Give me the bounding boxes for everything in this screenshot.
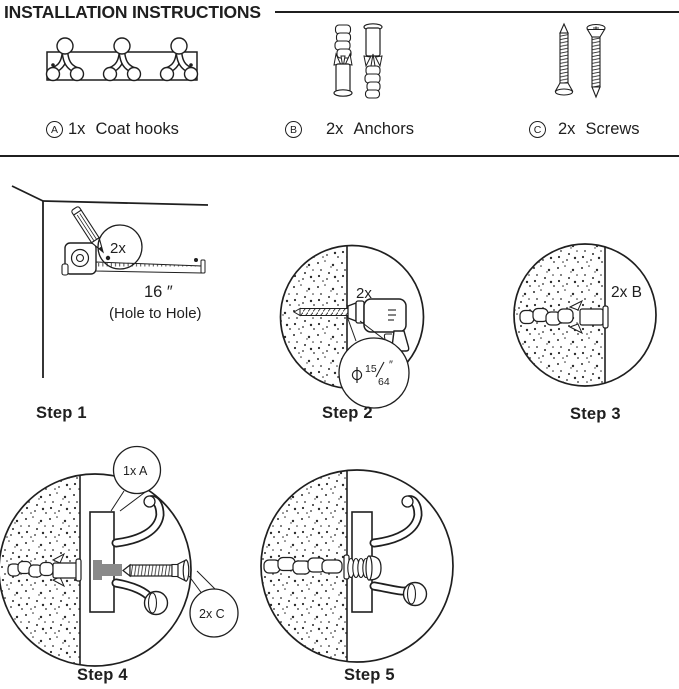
- step5-scene: [252, 443, 467, 675]
- part-qty: 2x: [326, 120, 344, 138]
- part-letter-badge: B: [285, 121, 302, 138]
- distance-text: 16 ″: [144, 283, 173, 301]
- section-divider: [0, 155, 679, 157]
- wall-corner: [12, 186, 208, 378]
- part-label-screws: [529, 120, 640, 139]
- part-name: Coat hooks: [95, 120, 179, 138]
- distance-note-text: (Hole to Hole): [109, 305, 202, 322]
- step1-scene: [0, 178, 240, 390]
- part-qty: 2x: [558, 120, 576, 138]
- hook-callout-text: 1x A: [123, 464, 148, 478]
- screws-illustration: [552, 20, 614, 102]
- step4-scene: [0, 443, 250, 675]
- wall-texture: [280, 245, 347, 389]
- step5-label: Step 5: [344, 666, 395, 684]
- step1-label: Step 1: [36, 404, 87, 422]
- step3-scene: [508, 240, 668, 395]
- step4-label: Step 4: [77, 666, 128, 684]
- holes-count-text: 2x: [356, 285, 372, 302]
- anchors-note-text: 2x B: [611, 284, 643, 301]
- anchors-illustration: [325, 20, 395, 100]
- screw-hole-right: [189, 63, 193, 67]
- part-name: Screws: [585, 120, 640, 138]
- screws-callout-text: 2x C: [199, 607, 225, 621]
- screw-hole-left: [51, 63, 55, 67]
- screw-icon: [556, 24, 573, 95]
- step2-scene: [268, 235, 448, 415]
- bit-size-numerator: 15: [365, 363, 377, 375]
- coat-hooks-illustration: [40, 36, 205, 90]
- marks-count-text: 2x: [110, 240, 126, 257]
- step3-label: Step 3: [570, 405, 621, 423]
- bit-size-unit: ″: [389, 359, 393, 371]
- part-label-hooks: [46, 120, 179, 139]
- page-title: INSTALLATION INSTRUCTIONS: [4, 2, 261, 22]
- part-label-anchors: [285, 120, 414, 139]
- tape-measure-icon: [62, 243, 205, 275]
- screw-coil-and-head: [348, 556, 381, 580]
- screw-icon: [587, 25, 605, 98]
- bit-size-denominator: 64: [378, 376, 390, 388]
- title-rule: [275, 11, 679, 13]
- part-letter-badge: A: [46, 121, 63, 138]
- drill-bit: [294, 309, 348, 316]
- wall-anchor-icon: [334, 25, 352, 96]
- pencil-mark-dot: [194, 258, 198, 262]
- step2-label: Step 2: [322, 404, 373, 422]
- part-name: Anchors: [353, 120, 414, 138]
- part-qty: 1x: [68, 120, 86, 138]
- part-letter-badge: C: [529, 121, 546, 138]
- wall-anchor-icon: [364, 24, 382, 98]
